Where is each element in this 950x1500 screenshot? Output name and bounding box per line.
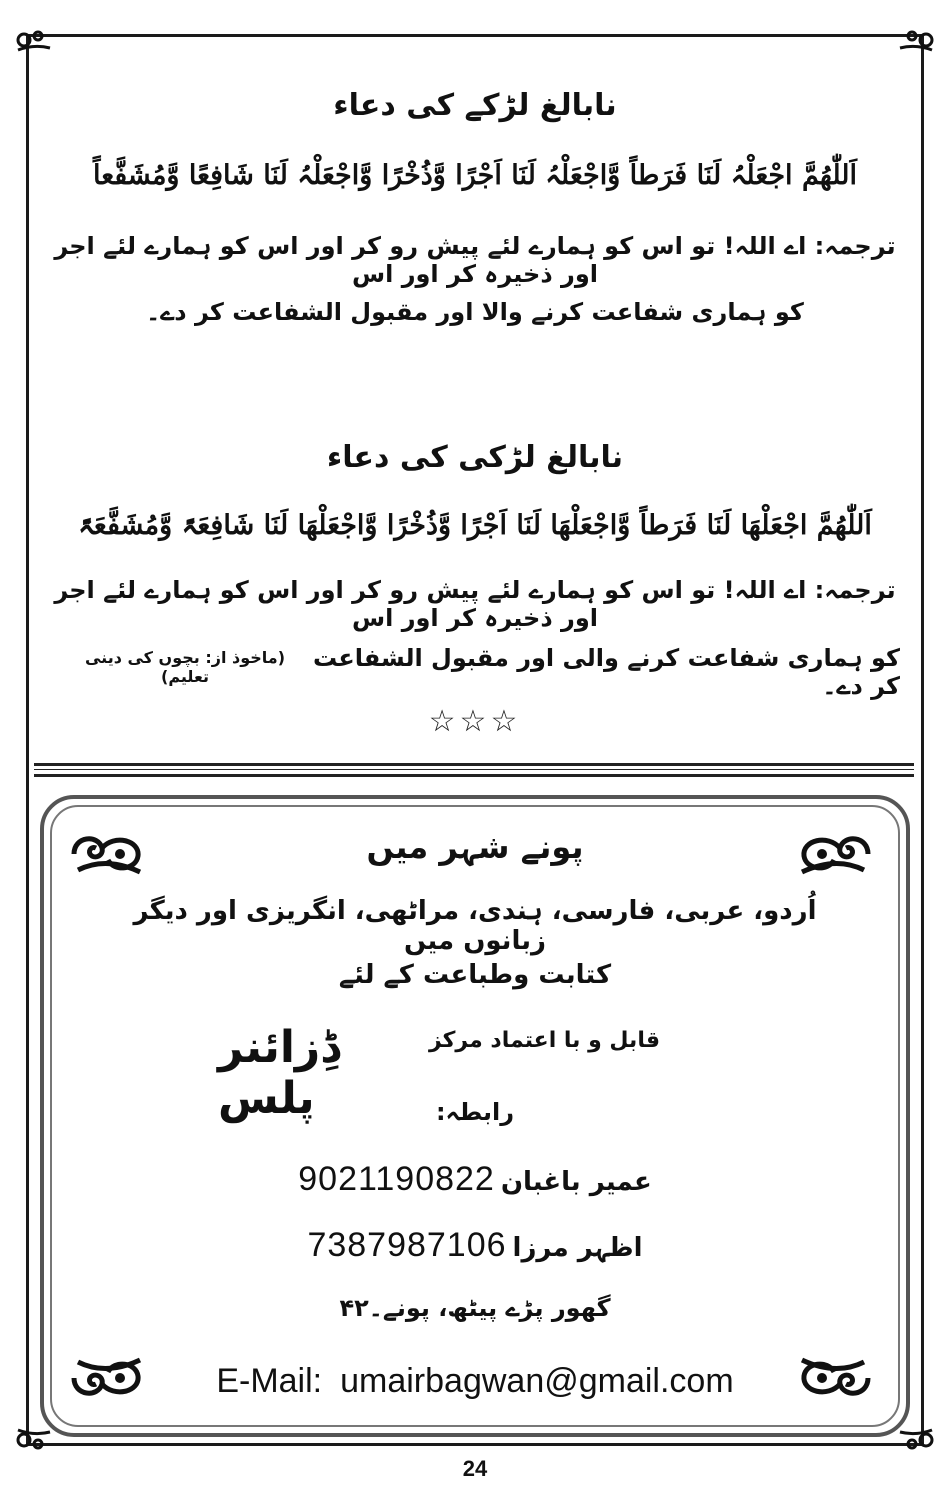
ad-brand-name: ڈِزائنر پلس <box>218 1022 340 1124</box>
girl-dua-translation-line2: کو ہماری شفاعت کرنے والی اور مقبول الشفاعت کر دے۔ <box>312 644 900 700</box>
girl-dua-arabic: اَللّٰھُمَّ اجْعَلْھَا لَنَا فَرَطاً وَّاجْعَلْھَا لَنَا اَجْرًا وَّذُخْرًا وَّاجْعَلْھَا لَنَا شَافِعَۃً وَّمُشَفَّعَۃً <box>78 510 872 541</box>
contact-phone[interactable]: 9021190822 <box>298 1160 495 1198</box>
ad-languages: اُردو، عربی، فارسی، ہندی، مراٹھی، انگریزی اور دیگر زبانوں میں <box>133 896 817 956</box>
contact-name: عمیر باغبان <box>500 1167 652 1197</box>
divider-rule <box>34 763 914 766</box>
ad-city-heading: پونے شہر میں <box>366 828 584 866</box>
email-row <box>120 1362 830 1401</box>
boy-dua-translation-line1: ترجمہ: اے اللہ! تو اس کو ہمارے لئے پیش رو کر اور اس کو ہمارے لئے اجر اور ذخیرہ کر اور اس <box>54 232 896 288</box>
boy-dua-arabic: اَللّٰھُمَّ اجْعَلْہُ لَنَا فَرَطاً وَّاجْعَلْہُ لَنَا اَجْرًا وَّذُخْرًا وَّاجْعَلْہُ لَنَا شَافِعًا وَّمُشَفَّعاً <box>92 160 858 191</box>
ad-service: کتابت وطباعت کے لئے <box>338 960 612 990</box>
boy-dua-heading: نابالغ لڑکے کی دعاء <box>333 88 617 123</box>
corner-ornament-icon <box>14 1426 54 1454</box>
girl-dua-heading: نابالغ لڑکی کی دعاء <box>326 440 624 475</box>
email-link[interactable]: umairbagwan@gmail.com <box>340 1362 734 1400</box>
ad-address: گھور پڑے پیٹھ، پونے۔۴۲ <box>339 1294 611 1322</box>
star-separator-icon: ☆☆☆ <box>428 704 522 739</box>
corner-ornament-icon <box>896 1426 936 1454</box>
divider-rule <box>34 769 914 770</box>
girl-dua-translation-line1: ترجمہ: اے اللہ! تو اس کو ہمارے لئے پیش رو کر اور اس کو ہمارے لئے اجر اور ذخیرہ کر اور اس <box>54 576 896 632</box>
ad-tagline: قابل و با اعتماد مرکز <box>428 1028 660 1053</box>
corner-ornament-icon <box>14 26 54 54</box>
divider-rule <box>34 774 914 777</box>
contact-row <box>120 1226 830 1265</box>
corner-ornament-icon <box>896 26 936 54</box>
boy-dua-translation-line2: کو ہماری شفاعت کرنے والا اور مقبول الشفاعت کر دے۔ <box>146 298 804 326</box>
contact-phone[interactable]: 7387987106 <box>307 1226 507 1264</box>
ad-contact-label: رابطہ: <box>435 1098 515 1126</box>
contact-name: اظہر مرزا <box>512 1233 643 1263</box>
contact-row <box>120 1160 830 1199</box>
source-citation: (ماخوذ از: بچوں کی دینی تعلیم) <box>84 648 286 686</box>
page-number: 24 <box>462 1456 488 1481</box>
email-label: E-Mail: <box>216 1362 323 1400</box>
